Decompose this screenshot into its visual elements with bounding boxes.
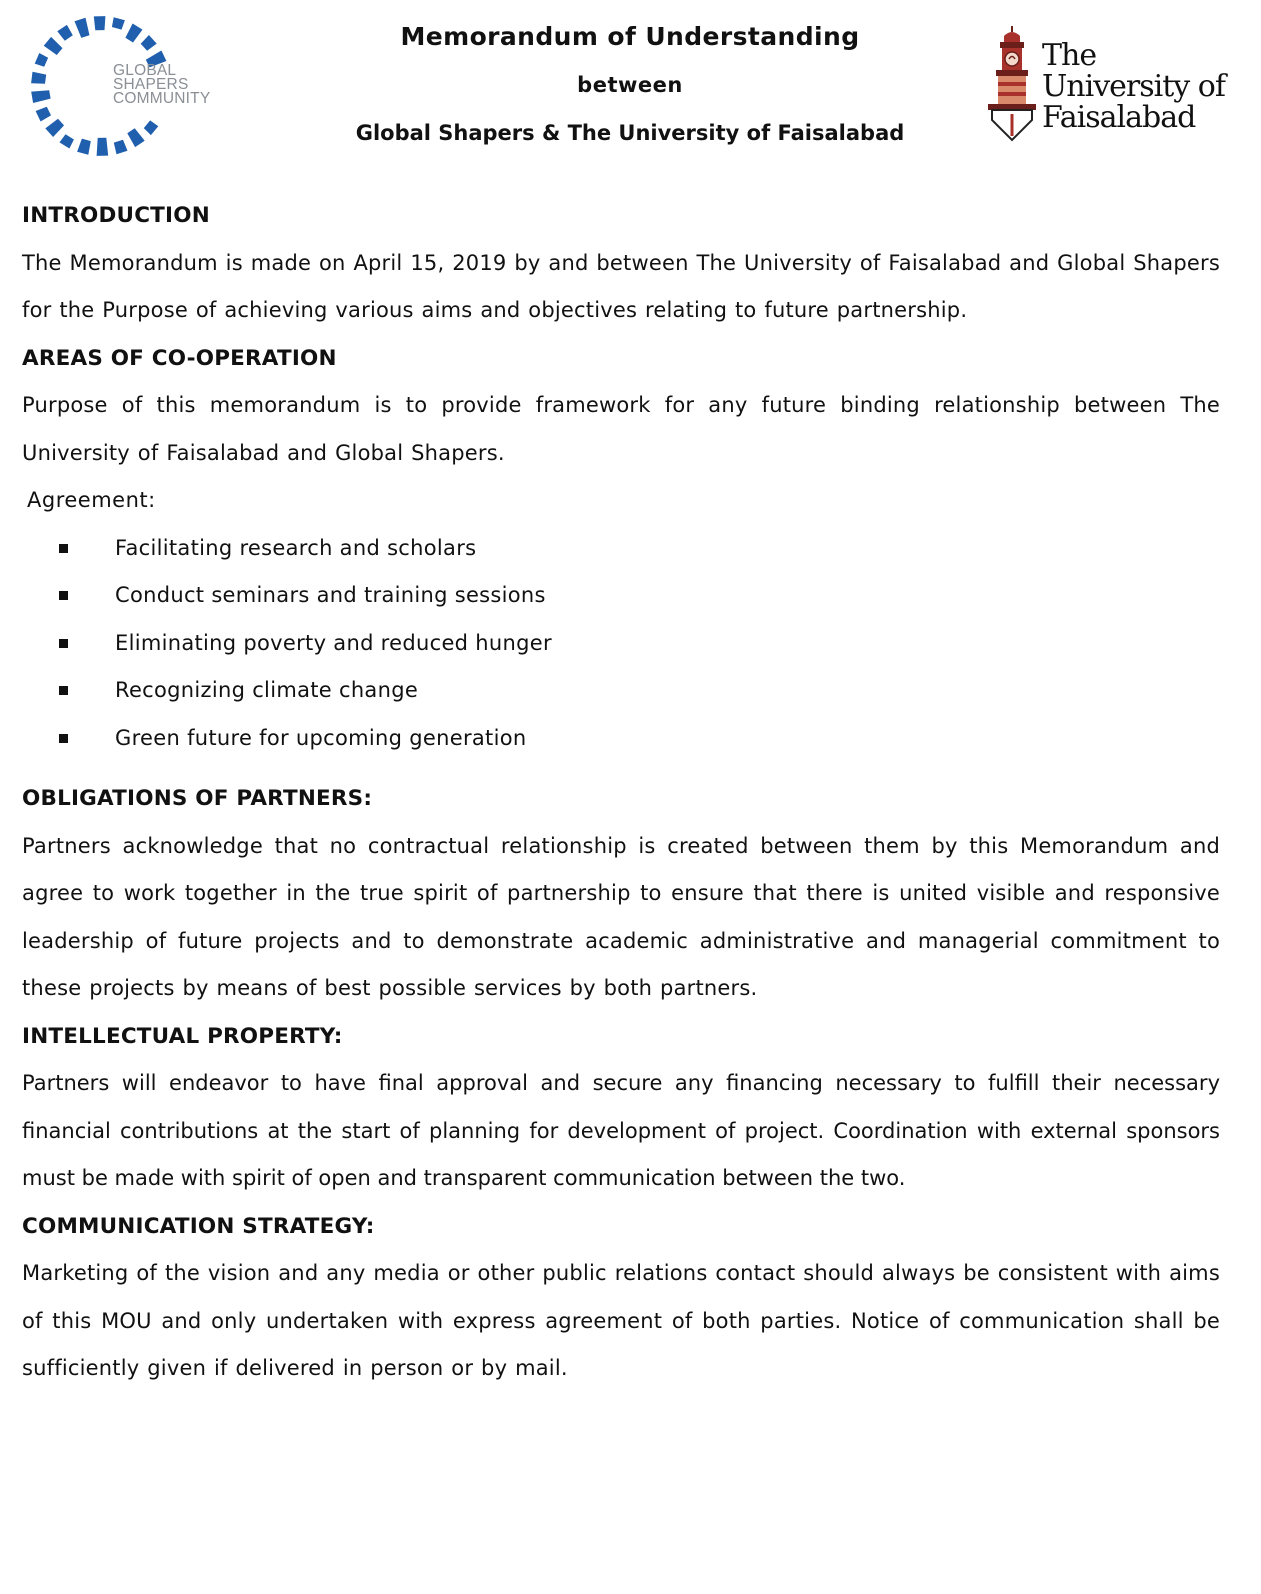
ring-segment <box>31 90 50 103</box>
university-of-faisalabad-logo <box>982 26 1242 146</box>
ring-segment <box>31 72 46 84</box>
ring-segment <box>94 16 106 30</box>
ring-segment <box>141 35 157 51</box>
ring-segment <box>36 107 51 122</box>
ring-segment <box>35 53 48 67</box>
ring-segment <box>114 140 128 155</box>
global-shapers-wordmark <box>113 64 210 106</box>
obligations-paragraph: Partners acknowledge that no contractual relationship is created between them by this Memorandum and agree to work together in the true spirit of partnership to ensure that there is united visible and responsive leadership of future projects and to demonstrate academic administrative and managerial commitment to these projects by means of best possible services by both partners. <box>22 833 1220 1000</box>
square-bullet-icon <box>59 734 68 743</box>
ring-segment <box>75 18 90 38</box>
document-parties: Global Shapers & The University of Faisalabad <box>355 121 905 145</box>
agreement-label: Agreement: <box>27 488 156 512</box>
intellectual-property-paragraph: Partners will endeavor to have final approval and secure any financing necessary to fulfill their necessary financial contributions at the start of planning for development of project. Coordination with external sponsors must be made with spirit of open and transparent communication between the two. <box>22 1071 1220 1190</box>
agreement-list <box>22 525 1220 763</box>
list-item <box>22 572 1220 620</box>
ring-segment <box>127 128 144 147</box>
uof-wordmark-line-1: The <box>1042 38 1097 73</box>
gs-wordmark-line-2: SHAPERS <box>113 76 189 93</box>
cooperation-paragraph: Purpose of this memorandum is to provide framework for any future binding relationship between The University of Faisalabad and Global Shapers. <box>22 393 1220 465</box>
section-spacer <box>22 762 1220 775</box>
ring-segment <box>112 17 125 29</box>
ring-segment <box>144 120 159 135</box>
square-bullet-icon <box>59 639 68 648</box>
ring-segment <box>60 134 74 148</box>
uof-wordmark-line-2: University of <box>1042 69 1225 104</box>
agreement-item-text: Eliminating poverty and reduced hunger <box>115 630 552 655</box>
list-item <box>22 667 1220 715</box>
gs-wordmark-line-3: COMMUNITY <box>113 90 211 107</box>
document-subtitle-between: between <box>577 73 683 97</box>
ring-segment <box>45 119 64 137</box>
ring-segment <box>57 25 73 41</box>
ring-segment <box>97 138 109 156</box>
document-body <box>22 192 1220 1393</box>
document-header <box>0 0 1261 180</box>
gs-wordmark-line-1: GLOBAL <box>113 62 177 79</box>
ring-segment <box>125 24 142 43</box>
global-shapers-logo <box>18 14 243 159</box>
uof-wordmark-line-3: Faisalabad <box>1042 100 1196 135</box>
memorandum-title-block <box>300 18 960 152</box>
ring-segment <box>77 139 91 155</box>
document-title: Memorandum of Understanding <box>400 22 860 51</box>
obligations-heading: OBLIGATIONS OF PARTNERS: <box>22 786 373 811</box>
communication-paragraph: Marketing of the vision and any media or other public relations contact should always be consistent with aims of this MOU and only undertaken with express agreement of both parties. Notice of communication shall be sufficiently given if delivered in person or by mail. <box>22 1261 1220 1380</box>
clock-tower-icon <box>982 26 1042 146</box>
intellectual-property-heading: INTELLECTUAL PROPERTY: <box>22 1023 343 1049</box>
square-bullet-icon <box>59 544 68 553</box>
square-bullet-icon <box>59 686 68 695</box>
list-item <box>22 525 1220 573</box>
agreement-item-text: Facilitating research and scholars <box>115 535 477 560</box>
list-item <box>22 715 1220 763</box>
ring-segment <box>44 37 63 55</box>
cooperation-heading: AREAS OF CO-OPERATION <box>22 345 337 371</box>
introduction-heading: INTRODUCTION <box>22 203 210 228</box>
square-bullet-icon <box>59 591 68 600</box>
agreement-item-text: Recognizing climate change <box>115 678 419 702</box>
agreement-item-text: Green future for upcoming generation <box>115 725 527 750</box>
agreement-item-text: Conduct seminars and training sessions <box>115 583 546 607</box>
university-of-faisalabad-wordmark <box>1042 40 1225 133</box>
communication-heading: COMMUNICATION STRATEGY: <box>22 1213 375 1239</box>
introduction-paragraph: The Memorandum is made on April 15, 2019 by and between The University of Faisalabad and Global Shapers for the Purpose of achieving various aims and objectives relating to future partnership. <box>22 250 1220 322</box>
list-item <box>22 620 1220 668</box>
